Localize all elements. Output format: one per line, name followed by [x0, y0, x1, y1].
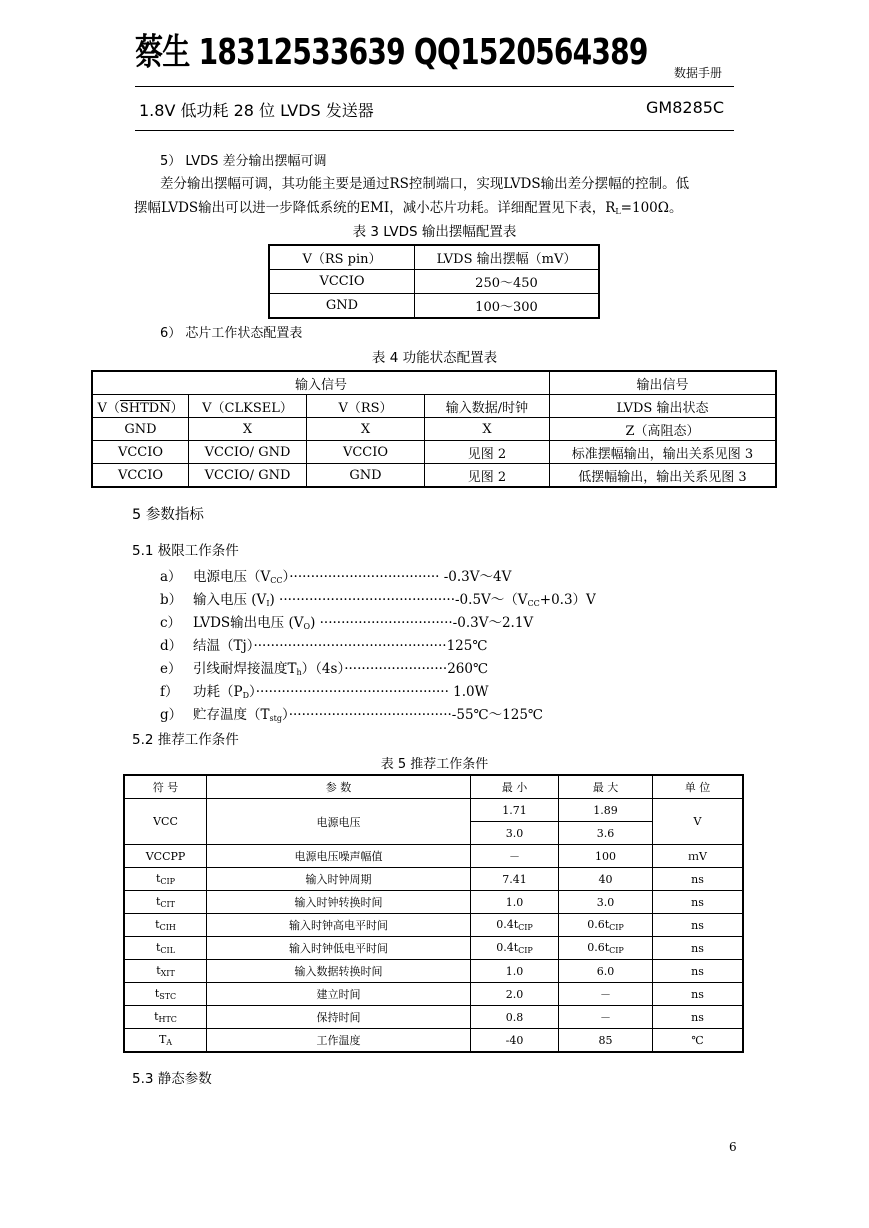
table-header: 最 大 [559, 775, 653, 799]
spec-item [160, 565, 511, 585]
table-cell: 40 [559, 868, 653, 891]
table-row [92, 441, 776, 464]
table-header: 单 位 [653, 775, 744, 799]
table-cell: 6.0 [559, 960, 653, 983]
table-cell: 1.71 [471, 799, 559, 822]
group-header-input: 输入信号 [92, 371, 550, 395]
table-cell: 建立时间 [207, 983, 471, 1006]
table-cell: $t_{CIP}$ [124, 868, 207, 891]
lvds-swing-table [268, 244, 600, 319]
table-cell: 7.41 [471, 868, 559, 891]
table-cell: 保持时间 [207, 1006, 471, 1029]
table-cell: ｍV [653, 845, 744, 868]
spec-item-subscript: O [303, 622, 311, 631]
table-cell: 输入数据转换时间 [207, 960, 471, 983]
spec-item-value: -0.5V～（V [455, 592, 528, 608]
spec-item-subscript: CC [527, 599, 540, 608]
table-cell: 100 [559, 845, 653, 868]
table-cell: ns [653, 891, 744, 914]
table-cell: $t_{CIT}$ [124, 891, 207, 914]
table-row [124, 937, 743, 960]
paragraph-line: 差分输出摆幅可调，其功能主要是通过RS控制端口，实现LVDS输出差分摆幅的控制。低 [160, 176, 690, 192]
spec-item-label: b） [160, 592, 183, 608]
table-header: 最 小 [471, 775, 559, 799]
table-cell: VCCIO/ GND [189, 464, 307, 488]
table-cell: 1.0 [471, 891, 559, 914]
page-number: 6 [729, 1140, 737, 1154]
spec-item-label: e） [160, 661, 182, 677]
section-heading-chip-state: 6） 芯片工作状态配置表 [160, 326, 303, 341]
spec-item-name: ） [282, 569, 290, 585]
table-header: 符 号 [124, 775, 207, 799]
table-cell: 见图 2 [425, 464, 550, 488]
table-row [92, 464, 776, 488]
spec-item-value: -0.3V～2.1V [452, 615, 534, 631]
table-row [124, 868, 743, 891]
table-cell: ns [653, 914, 744, 937]
leader-dots: ············································· [255, 684, 449, 700]
table-cell: GND [307, 464, 425, 488]
section-heading-static: 5.3 静态参数 [132, 1071, 212, 1087]
table-row [92, 418, 776, 441]
spec-item-subscript: stg [269, 714, 282, 723]
function-state-table [91, 370, 777, 488]
table-cell: 0.8 [471, 1006, 559, 1029]
spec-item-name: 输入电压 (V [193, 592, 267, 608]
spec-item-value: -55℃～125℃ [451, 707, 544, 723]
table-cell: X [425, 418, 550, 441]
spec-item [160, 703, 543, 723]
table-header: LVDS 输出状态 [550, 395, 777, 418]
table-cell: － [471, 845, 559, 868]
table-cell: ns [653, 983, 744, 1006]
table-cell: ℃ [653, 1029, 744, 1053]
spec-item [160, 680, 489, 700]
spec-item-label: d） [160, 638, 183, 654]
part-number: GM8285C [646, 98, 725, 117]
table-cell: $0.4t_{CIP}$ [471, 937, 559, 960]
doc-title: 1.8V 低功耗 28 位 LVDS 发送器 [139, 101, 374, 120]
paragraph-line: 摆幅LVDS输出可以进一步降低系统的EMI，减小芯片功耗。详细配置见下表，$R_L=100\Omega$。 [134, 200, 683, 216]
table-caption: 表 3 LVDS 输出摆幅配置表 [352, 224, 517, 240]
spec-item-value: 260℃ [447, 661, 489, 677]
table-cell: 输入时钟转换时间 [207, 891, 471, 914]
header-top-rule [135, 86, 734, 87]
table-cell: $t_{CIH}$ [124, 914, 207, 937]
table-row [124, 914, 743, 937]
table-cell: 1.89 [559, 799, 653, 822]
spec-item-name: 贮存温度（T [193, 707, 270, 723]
table-cell: － [559, 983, 653, 1006]
table-cell: 见图 2 [425, 441, 550, 464]
spec-item [160, 588, 596, 608]
table-cell: 3.0 [471, 822, 559, 845]
table-cell: $t_{XIT}$ [124, 960, 207, 983]
section-heading-lvds-swing: 5） LVDS 差分输出摆幅可调 [160, 154, 327, 169]
spec-item-name: ) [310, 615, 316, 631]
table-row [124, 1006, 743, 1029]
table-header: V（SHTDN） [92, 395, 189, 418]
spec-item-name: 电源电压（V [193, 569, 271, 585]
table-cell: VCCIO [92, 464, 189, 488]
table-header: 参 数 [207, 775, 471, 799]
table-row [124, 845, 743, 868]
table-row [124, 1029, 743, 1053]
table-cell: VCCIO [92, 441, 189, 464]
spec-item [160, 634, 487, 654]
table-cell: 250～450 [415, 270, 600, 294]
table-cell: VCCIO [307, 441, 425, 464]
table-cell: 工作温度 [207, 1029, 471, 1053]
table-cell: 标准摆幅输出，输出关系见图 3 [550, 441, 777, 464]
table-cell: 100～300 [415, 294, 600, 319]
group-header-output: 输出信号 [550, 371, 777, 395]
spec-item-label: a） [160, 569, 182, 585]
leader-dots: ······························· [315, 615, 453, 631]
table-cell: 3.0 [559, 891, 653, 914]
spec-item-subscript: I [266, 599, 270, 608]
spec-item-name: ）（4s） [301, 661, 345, 677]
table-cell: GND [92, 418, 189, 441]
spec-item [160, 611, 533, 631]
table-cell: 3.6 [559, 822, 653, 845]
spec-item-name: 引线耐焊接温度T [193, 661, 297, 677]
spec-item-subscript: CC [270, 576, 283, 585]
table-caption: 表 4 功能状态配置表 [371, 350, 498, 366]
table-header: V（RS） [307, 395, 425, 418]
spec-item-name: 结温（Tj） [193, 638, 254, 654]
table-cell: 输入时钟高电平时间 [207, 914, 471, 937]
table-caption: 表 5 推荐工作条件 [380, 757, 489, 772]
table-row [269, 294, 599, 319]
table-cell: $t_{CIL}$ [124, 937, 207, 960]
table-header: V（RS pin） [269, 245, 415, 270]
table-cell: 1.0 [471, 960, 559, 983]
table-row [124, 799, 743, 822]
table-cell: X [307, 418, 425, 441]
table-cell: -40 [471, 1029, 559, 1053]
table-row [124, 983, 743, 1006]
table-cell: $0.4t_{CIP}$ [471, 914, 559, 937]
table-cell: 输入时钟周期 [207, 868, 471, 891]
table-cell: $t_{STC}$ [124, 983, 207, 1006]
section-heading-recommended: 5.2 推荐工作条件 [132, 732, 239, 748]
table-cell: ns [653, 868, 744, 891]
table-header: V（CLKSEL） [189, 395, 307, 418]
table-cell: GND [269, 294, 415, 319]
table-cell: VCC [124, 799, 207, 845]
spec-item-subscript: D [242, 691, 250, 700]
table-cell: 电源电压 [207, 799, 471, 845]
table-cell: VCCIO [269, 270, 415, 294]
spec-item-name: LVDS输出电压 (V [193, 615, 304, 631]
table-header: 输入数据/时钟 [425, 395, 550, 418]
table-cell: $t_{HTC}$ [124, 1006, 207, 1029]
table-row [124, 891, 743, 914]
table-cell: 低摆幅输出，输出关系见图 3 [550, 464, 777, 488]
leader-dots: ········································· [274, 592, 455, 608]
recommended-conditions-table [123, 774, 744, 1053]
spec-item-label: c） [160, 615, 182, 631]
table-cell: VCCPP [124, 845, 207, 868]
table-header: LVDS 输出摆幅（mV） [415, 245, 600, 270]
table-cell: ns [653, 1006, 744, 1029]
table-cell: V [653, 799, 744, 845]
section-heading-absolute-max: 5.1 极限工作条件 [132, 543, 239, 559]
spec-item-value: 1.0W [448, 684, 489, 700]
doc-type-label: 数据手册 [674, 66, 723, 80]
spec-item-name: ） [249, 684, 256, 700]
table-cell: $0.6t_{CIP}$ [559, 937, 653, 960]
spec-item-value: 125℃ [446, 638, 488, 654]
header-bottom-rule [135, 130, 734, 131]
spec-item-value: +0.3）V [539, 592, 596, 608]
table-cell: $0.6t_{CIP}$ [559, 914, 653, 937]
spec-item-value: -0.3V～4V [439, 569, 512, 585]
table-cell: $T_A$ [124, 1029, 207, 1053]
spec-item [160, 657, 488, 677]
leader-dots: ······································ [288, 707, 452, 723]
spec-item-label: g） [160, 707, 183, 723]
table-cell: 85 [559, 1029, 653, 1053]
table-cell: VCCIO/ GND [189, 441, 307, 464]
section-heading-parameters: 5 参数指标 [132, 507, 204, 523]
table-cell: ns [653, 937, 744, 960]
leader-dots: ··································· [289, 569, 440, 585]
spec-item-label: f） [160, 684, 179, 700]
spec-item-name: ) [269, 592, 275, 608]
watermark-contact: 蔡生 18312533639 QQ1520564389 [135, 32, 648, 73]
leader-dots: ························ [344, 661, 448, 677]
table-cell: 2.0 [471, 983, 559, 1006]
table-row [269, 270, 599, 294]
table-cell: Z（高阻态） [550, 418, 777, 441]
table-cell: X [189, 418, 307, 441]
spec-item-name: 功耗（P [193, 684, 243, 700]
table-cell: 输入时钟低电平时间 [207, 937, 471, 960]
table-cell: － [559, 1006, 653, 1029]
spec-item-subscript: h [296, 668, 302, 677]
table-cell: 电源电压噪声幅值 [207, 845, 471, 868]
spec-item-name: ） [281, 707, 289, 723]
table-row [124, 960, 743, 983]
leader-dots: ············································· [253, 638, 447, 654]
table-cell: ns [653, 960, 744, 983]
